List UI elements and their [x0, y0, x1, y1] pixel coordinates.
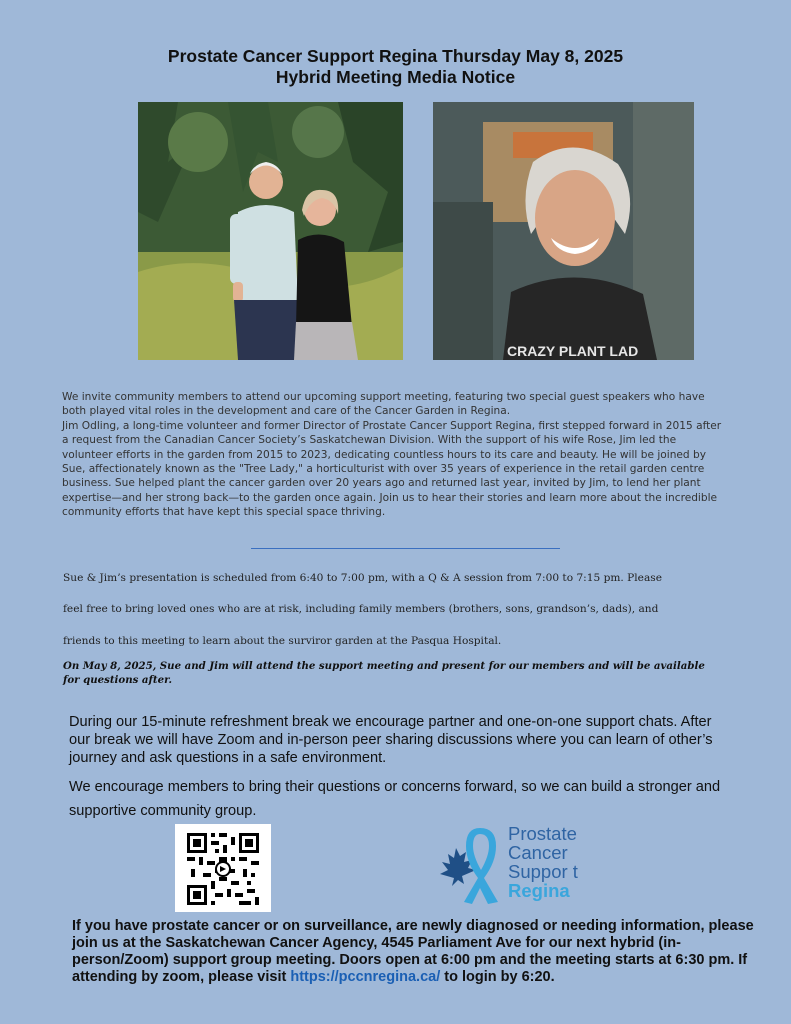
website-link[interactable]: https://pccnregina.ca/: [290, 969, 441, 985]
shirt-text: CRAZY PLANT LAD: [507, 343, 639, 359]
logo-line-3: Suppor t: [508, 861, 578, 882]
break-paragraph: During our 15-minute refreshment break we encourage partner and one-on-one support chats. After our break we will have Zoom and in-person peer sharing discussions where you can learn of other’s journey and ask questions in a safe environment.: [69, 714, 713, 766]
schedule-line-3: friends to this meeting to learn about the surviror garden at the Pasqua Hospital.: [63, 635, 502, 647]
meeting-info: [72, 918, 762, 986]
logo-line-1: Prostate: [508, 823, 577, 844]
encourage-paragraph: We encourage members to bring their questions or concerns forward, so we can build a stronger and supportive community group.: [69, 779, 721, 819]
divider: [251, 548, 560, 549]
page-title: [0, 46, 791, 88]
logo-text: [508, 824, 578, 900]
announcement: On May 8, 2025, Sue and Jim will attend the support meeting and present for our members and will be available for questions after.: [63, 660, 705, 686]
qr-code[interactable]: [175, 824, 271, 912]
meeting-info-text: If you have prostate cancer or on surveillance, are newly diagnosed or needing information, please join us at the Saskatchewan Cancer Agency, 4545 Parliament Ave for our next hybrid (in-person/Zoom) support group meeting. Doors open at 6:00 pm and the meeting starts at 6:30 pm. If attending by zoom, please visit: [72, 918, 754, 985]
photo-jim-and-rose: [138, 102, 403, 360]
intro-paragraph-1: We invite community members to attend our upcoming support meeting, featuring two special guest speakers who have both played vital roles in the development and care of the Cancer Garden in Regina.: [62, 391, 705, 418]
logo-line-2: Cancer: [508, 842, 568, 863]
intro-text: [62, 390, 730, 520]
pccn-regina-logo: [436, 822, 626, 906]
qr-code-graphic: [187, 833, 259, 905]
logo-line-4: Regina: [508, 880, 570, 901]
title-line-1: Prostate Cancer Support Regina Thursday May 8, 2025: [167, 46, 624, 66]
title-line-2: Hybrid Meeting Media Notice: [275, 67, 516, 87]
schedule-line-1: Sue & Jim’s presentation is scheduled from 6:40 to 7:00 pm, with a Q & A session from 7:00 to 7:15 pm. Please: [63, 572, 662, 584]
meeting-info-suffix: to login by 6:20.: [440, 969, 555, 985]
schedule-line-2: feel free to bring loved ones who are at risk, including family members (brothers, sons, grandson’s, dads), and: [63, 603, 659, 615]
photo-sue-tree-lady: [433, 102, 694, 360]
maple-leaf-ribbon-icon: [436, 822, 508, 906]
intro-paragraph-2: Jim Odling, a long-time volunteer and former Director of Prostate Cancer Support Regina, first stepped forward in 2015 after a request from the Canadian Cancer Society’s Saskatchewan Division. With the support of his wife Rose, Jim led the volunteer efforts in the garden from 2015 to 2023, dedicating countless hours to its care and beauty. He will be joined by Sue, affectionately known as the "Tree Lady," a horticulturist with over 35 years of experience in the retail garden centre business. Sue helped plant the cancer garden over 20 years ago and returned last year, invited by Jim, to lend her plant expertise—and her strong back—to the garden once again. Join us to hear their stories and learn more about the incredible community efforts that have kept this special space thriving.: [62, 419, 722, 519]
